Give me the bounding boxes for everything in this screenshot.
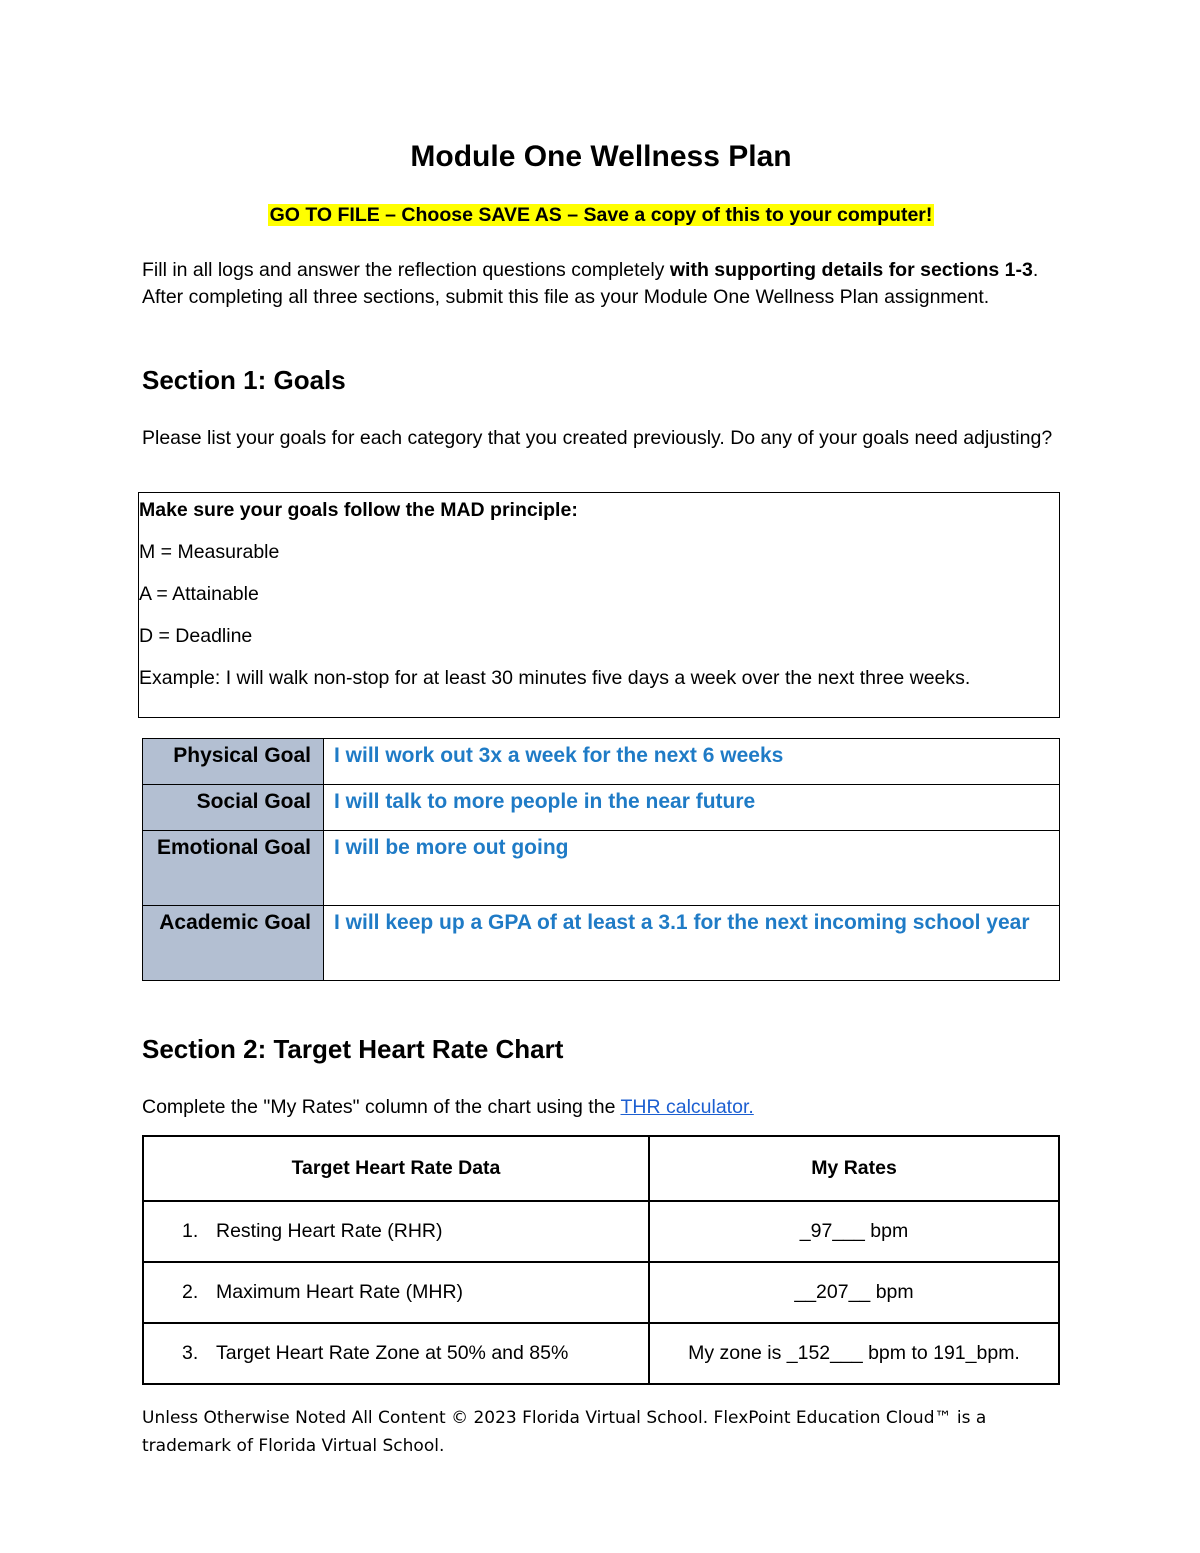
goal-label: Social Goal: [143, 785, 324, 831]
mad-principle-box: [138, 492, 1060, 718]
section-1-prompt: Please list your goals for each category that you created previously. Do any of your goals need adjusting?: [142, 427, 1053, 449]
heart-rate-data-cell: [143, 1262, 649, 1323]
section-1-heading: Section 1: Goals: [142, 365, 346, 395]
goal-row-emotional: [143, 831, 1060, 906]
section-2-prompt: [142, 1094, 1060, 1120]
mad-measurable: M = Measurable: [139, 541, 280, 563]
save-instruction-text: GO TO FILE – Choose SAVE AS – Save a copy of this to your computer!: [269, 204, 933, 226]
table-row: [143, 1323, 1059, 1384]
goal-row-physical: [143, 739, 1060, 785]
thr-calculator-link[interactable]: THR calculator.: [620, 1096, 754, 1118]
goal-answer-field[interactable]: I will talk to more people in the near future: [324, 785, 1060, 831]
heart-rate-data-cell: [143, 1323, 649, 1384]
mad-heading: Make sure your goals follow the MAD principle:: [139, 499, 578, 521]
my-rate-field[interactable]: _97___ bpm: [649, 1201, 1059, 1262]
copyright-footer: Unless Otherwise Noted All Content © 2023 Florida Virtual School. FlexPoint Education Cloud™ is a trademark of Florida Virtual School.: [142, 1408, 987, 1456]
goal-answer-field[interactable]: I will keep up a GPA of at least a 3.1 for the next incoming school year: [324, 906, 1060, 981]
intro-text-1: Fill in all logs and answer the reflection questions completely: [142, 259, 670, 281]
column-header-rates: My Rates: [649, 1136, 1059, 1201]
my-rate-field[interactable]: __207__ bpm: [649, 1262, 1059, 1323]
goal-label: Emotional Goal: [143, 831, 324, 906]
table-row: [143, 1262, 1059, 1323]
table-row: [143, 1201, 1059, 1262]
row-label: Target Heart Rate Zone at 50% and 85%: [216, 1342, 569, 1364]
mad-example: Example: I will walk non-stop for at least 30 minutes five days a week over the next three weeks.: [139, 667, 971, 689]
section-2-prompt-text: Complete the "My Rates" column of the chart using the: [142, 1096, 621, 1118]
row-label: Maximum Heart Rate (MHR): [216, 1281, 464, 1303]
save-instruction: [142, 204, 1060, 227]
intro-bold-text: with supporting details for sections 1-3: [669, 259, 1033, 281]
goal-answer-field[interactable]: I will be more out going: [324, 831, 1060, 906]
goals-table: [142, 738, 1060, 981]
goal-label: Physical Goal: [143, 739, 324, 785]
goal-answer-field[interactable]: I will work out 3x a week for the next 6 weeks: [324, 739, 1060, 785]
table-header-row: [143, 1136, 1059, 1201]
page-title: Module One Wellness Plan: [410, 140, 792, 173]
my-rate-field[interactable]: My zone is _152___ bpm to 191_bpm.: [649, 1323, 1059, 1384]
row-number: 1.: [182, 1220, 199, 1242]
row-label: Resting Heart Rate (RHR): [216, 1220, 443, 1242]
mad-attainable: A = Attainable: [139, 583, 259, 605]
goal-label: Academic Goal: [143, 906, 324, 981]
intro-paragraph: [142, 257, 1060, 311]
goal-row-social: [143, 785, 1060, 831]
row-number: 3.: [182, 1342, 199, 1364]
row-number: 2.: [182, 1281, 199, 1303]
column-header-data: Target Heart Rate Data: [143, 1136, 649, 1201]
goal-row-academic: [143, 906, 1060, 981]
mad-deadline: D = Deadline: [139, 625, 253, 647]
intro-text-2: . After completing all three sections, submit this file as your Module One Wellness Plan assignment.: [142, 259, 1039, 308]
section-2-heading: Section 2: Target Heart Rate Chart: [142, 1034, 564, 1064]
heart-rate-data-cell: [143, 1201, 649, 1262]
target-heart-rate-table: [142, 1135, 1060, 1385]
